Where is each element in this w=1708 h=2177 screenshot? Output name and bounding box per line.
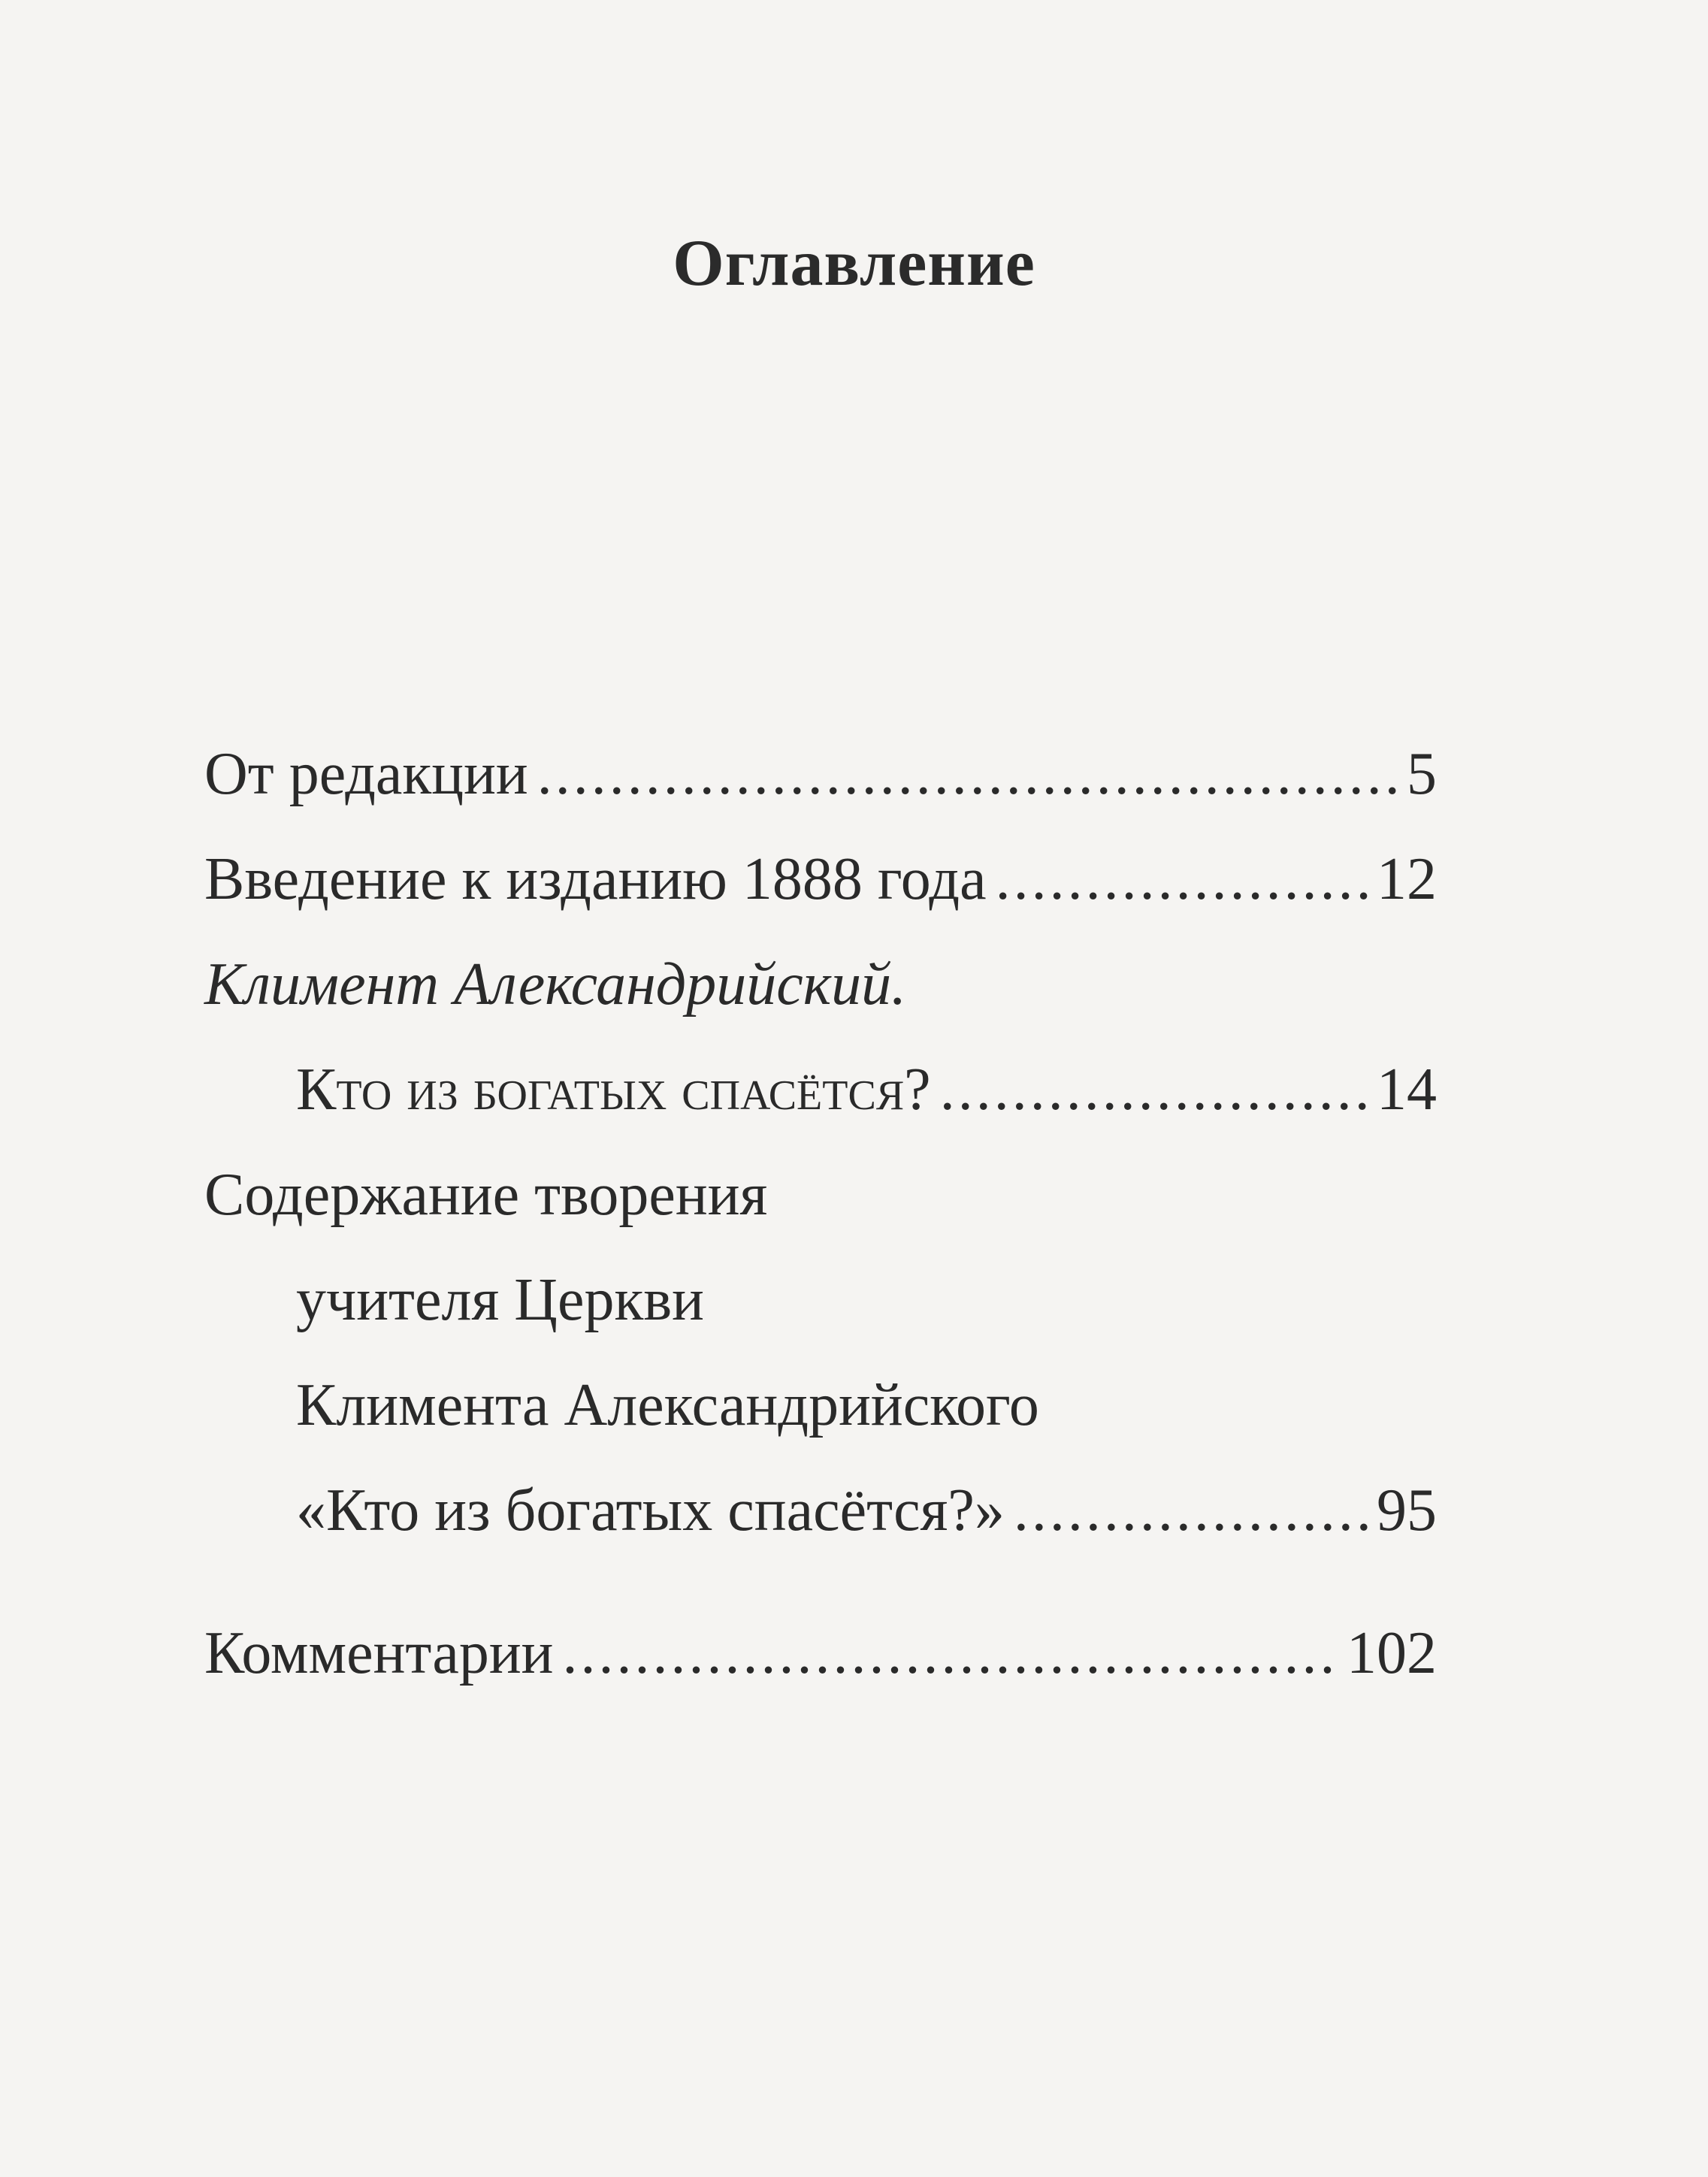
toc-page-number: 12 bbox=[1377, 846, 1437, 912]
dot-leader bbox=[563, 1601, 1340, 1706]
toc-entry-line: Климента Александрийского bbox=[296, 1372, 1039, 1438]
toc-page-number: 95 bbox=[1377, 1477, 1437, 1544]
toc-entry-label: «Кто из богатых спасётся?» bbox=[296, 1477, 1005, 1544]
toc-entry-row bbox=[204, 827, 1437, 932]
toc-entry-row bbox=[204, 1458, 1437, 1563]
toc-entry-row bbox=[204, 721, 1437, 827]
toc-entry-line: Содержание творения bbox=[204, 1162, 768, 1228]
toc-entry bbox=[204, 1601, 1437, 1706]
dot-leader bbox=[940, 1037, 1369, 1142]
toc-entry-row bbox=[204, 1601, 1437, 1706]
toc-entry-label: Кто из богатых спасётся? bbox=[296, 1057, 931, 1123]
toc-page-number: 102 bbox=[1347, 1620, 1437, 1686]
dot-leader bbox=[1014, 1458, 1369, 1563]
toc-page-number: 14 bbox=[1377, 1057, 1437, 1123]
dot-leader bbox=[537, 721, 1399, 827]
toc-entry bbox=[204, 827, 1437, 932]
table-of-contents bbox=[204, 721, 1437, 1706]
toc-entry bbox=[204, 932, 1437, 1142]
dot-leader bbox=[996, 827, 1369, 932]
toc-entry-label: Комментарии bbox=[204, 1620, 554, 1686]
toc-entry-author: Климент Александрийский. bbox=[204, 951, 907, 1017]
toc-entry bbox=[204, 721, 1437, 827]
toc-entry-label: Введение к изданию 1888 года bbox=[204, 846, 987, 912]
toc-entry bbox=[204, 1142, 1437, 1563]
page-title: Оглавление bbox=[673, 227, 1035, 300]
toc-entry-line: учителя Церкви bbox=[296, 1267, 704, 1333]
toc-entry-row bbox=[204, 1037, 1437, 1142]
toc-entry-label: От редакции bbox=[204, 741, 528, 807]
toc-page-number: 5 bbox=[1407, 741, 1437, 807]
